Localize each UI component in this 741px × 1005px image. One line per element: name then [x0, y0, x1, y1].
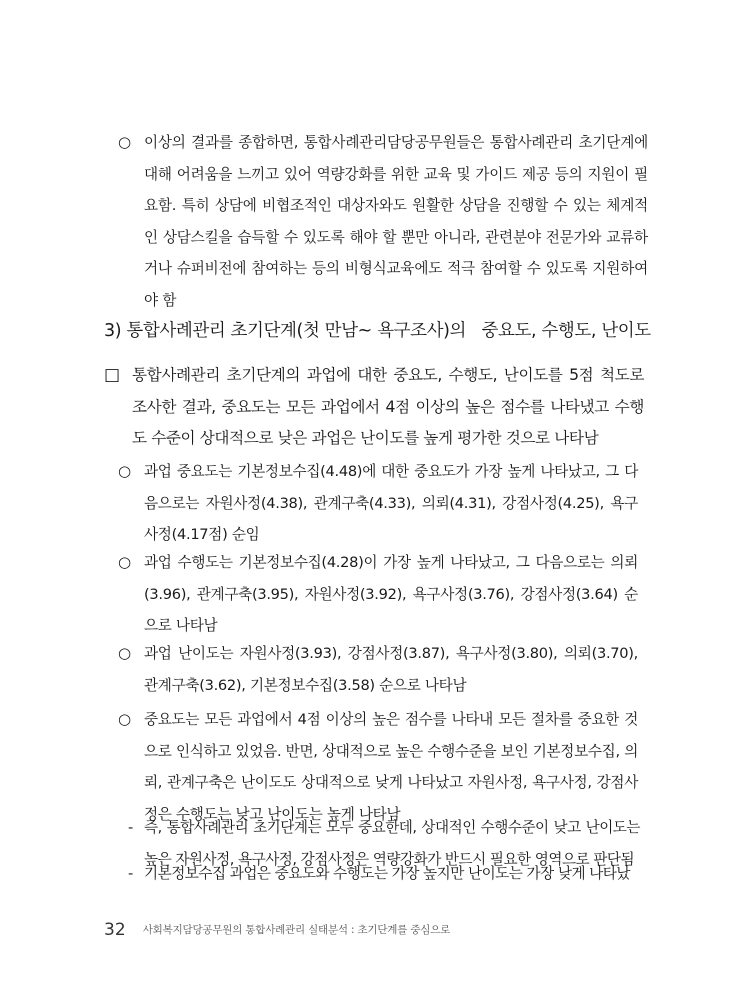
dash-item-text: 즉, 통합사례관리 초기단계는 모두 중요한데, 상대적인 수행수준이 낮고 난이도는 높은 자원사정, 욕구사정, 강점사정은 역량강화가 반드시 필요한 영역으로 판단됨 — [144, 819, 640, 868]
circle-bullet-icon: ○ — [118, 710, 132, 728]
circle-bullet-icon: ○ — [118, 133, 132, 151]
circle-bullet-icon: ○ — [118, 644, 132, 662]
circle-bullet-icon: ○ — [118, 462, 132, 480]
summary-block — [104, 360, 644, 455]
intro-bullet-text: 이상의 결과를 종합하면, 통합사례관리담당공무원들은 통합사례관리 초기단계에 대해 어려움을 느끼고 있어 역량강화를 위한 교육 및 가이드 제공 등의 지원이 필요함. 특히 상담에 비협조적인 대상자와도 원활한 상담을 진행할 수 있는 체계적인 상담스킬을 습득할 수 있도록 해야 할 뿐만 아니라, 관련분야 전문가와 교류하거나 슈퍼비전에 참여하는 등의 비형식교육에도 적극 참여할 수 있도록 지원하여야 함 — [144, 134, 648, 309]
page-footer — [104, 919, 450, 940]
dash-bullet-icon: - — [128, 865, 134, 882]
section-heading-part1: 3) 통합사례관리 초기단계(첫 만남~ 욕구조사)의 — [104, 321, 467, 341]
square-bullet-icon: □ — [104, 365, 121, 385]
running-title: 사회복지담당공무원의 통합사례관리 실태분석 : 초기단계를 중심으로 — [142, 924, 451, 936]
point-text: 과업 수행도는 기본정보수집(4.28)이 가장 높게 나타났고, 그 다음으로는 의뢰(3.96), 관계구축(3.95), 자원사정(3.92), 욕구사정(3.76), 강점사정(3.64) 순으로 나타남 — [144, 554, 638, 634]
summary-text: 통합사례관리 초기단계의 과업에 대한 중요도, 수행도, 난이도를 5점 척도로 조사한 결과, 중요도는 모든 과업에서 4점 이상의 높은 점수를 나타냈고 수행도 수준이 상대적으로 낮은 과업은 난이도를 높게 평가한 것으로 나타남 — [132, 366, 644, 447]
point-performance — [118, 547, 638, 642]
intro-bullet — [118, 127, 648, 316]
dash-bullet-icon: - — [128, 819, 134, 836]
circle-bullet-icon: ○ — [118, 553, 132, 571]
point-text: 과업 난이도는 자원사정(3.93), 강점사정(3.87), 욕구사정(3.80), 의뢰(3.70), 관계구축(3.62), 기본정보수집(3.58) 순으로 나타남 — [144, 645, 638, 694]
section-heading-part2: 중요도, 수행도, 난이도 — [481, 321, 651, 341]
point-text: 과업 중요도는 기본정보수집(4.48)에 대한 중요도가 가장 높게 나타났고, 그 다음으로는 자원사정(4.38), 관계구축(4.33), 의뢰(4.31), 강점사정(4.25), 욕구사정(4.17점) 순임 — [144, 463, 638, 543]
point-difficulty — [118, 638, 638, 701]
point-importance — [118, 456, 638, 551]
page-number: 32 — [104, 919, 126, 940]
dash-item-text: 기본정보수집 과업은 중요도와 수행도는 가장 높지만 난이도는 가장 낮게 나타났 — [144, 865, 630, 882]
section-heading — [104, 316, 664, 346]
point-text: 중요도는 모든 과업에서 4점 이상의 높은 점수를 나타내 모든 절차를 중요한 것으로 인식하고 있었음. 반면, 상대적으로 높은 수행수준을 보인 기본정보수집, 의뢰, 관계구축은 난이도도 상대적으로 낮게 나타났고 자원사정, 욕구사정, 강점사정은 수행도는 낮고 난이도는 높게 나타남 — [144, 711, 638, 823]
dash-item — [128, 858, 640, 890]
